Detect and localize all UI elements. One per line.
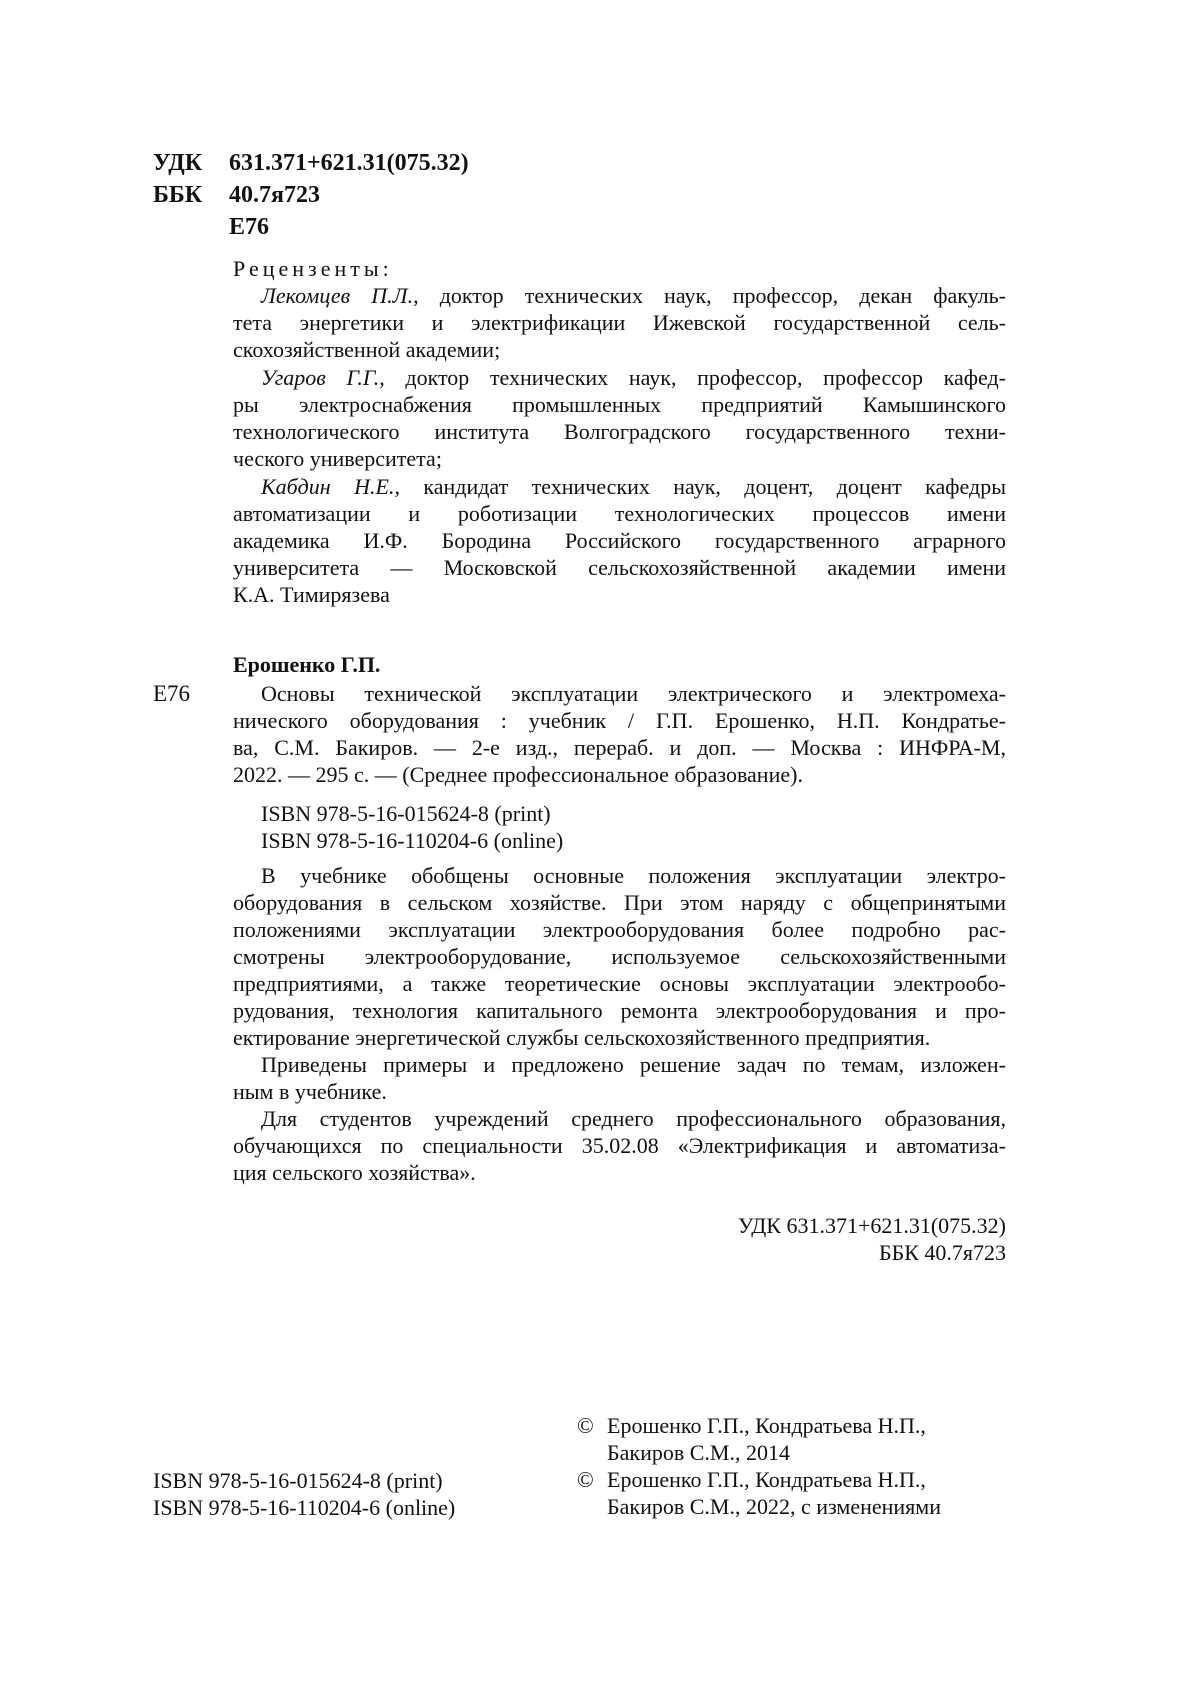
reviewer-2: Угаров Г.Г., доктор технических наук, профессор, профессор кафед- ры электроснабжения промышленных предприятий Камышинского технологического института Волгоградского государственного техни- ческого университета; [233, 365, 1007, 471]
bbk-value: 40.7я723 [229, 182, 320, 208]
catalog-isbn [261, 800, 563, 854]
copyright-1: © Ерошенко Г.П., Кондратьева Н.П., [577, 1413, 926, 1438]
footer-isbn [153, 1467, 455, 1521]
abstract: В учебнике обобщены основные положения эксплуатации электро- оборудования в сельском хозяйстве. При этом наряду с общепринятыми положениями эксплуатации электрооборудования более подробно рас- смотрены электрооборудование, используемое сельскохозяйственными предприятиями, а также теоретические основы эксплуатации электрообо- рудования, технология капитального ремонта электрооборудования и про- ектирование энергетической службы сельскохозяйственного предприятия. Приведены примеры и предложено решение задач по темам, изложен- ным в учебнике. Для студентов учреждений среднего профессионального образования, обучающихся по специальности 35.02.08 «Электрификация и автоматиза- ция сельского хозяйства». [233, 863, 1006, 1185]
catalog-codes [738, 1212, 1006, 1266]
catalog-sign: Е76 [153, 681, 191, 706]
catalog-author: Ерошенко Г.П. [233, 652, 381, 677]
copyright: © Ерошенко Г.П., Кондратьева Н.П., Бакиров С.М., 2014 © Ерошенко Г.П., Кондратьева Н.П., Бакиров С.М., 2022, с изменениями [577, 1412, 1006, 1520]
reviewer-1: Лекомцев П.Л., доктор технических наук, профессор, декан факуль- тета энергетики и электрификации Ижевской государственной сель- скохозяйственной академии; [233, 283, 1006, 362]
author-sign: Е76 [229, 214, 270, 240]
isbn-print: ISBN 978-5-16-015624-8 (print) [153, 1468, 443, 1493]
udk-label: УДК [153, 150, 203, 176]
reviewer-name: Угаров Г.Г. [261, 365, 380, 390]
isbn-print: ISBN 978-5-16-015624-8 (print) [261, 801, 551, 826]
reviewer-name: Лекомцев П.Л. [261, 283, 414, 308]
copyright-2: © Ерошенко Г.П., Кондратьева Н.П., [577, 1467, 926, 1492]
copyright-icon: © [577, 1467, 594, 1492]
isbn-online: ISBN 978-5-16-110204-6 (online) [153, 1495, 456, 1520]
bbk-line: ББК 40.7я723 [878, 1240, 1006, 1265]
bibliographic-description: Основы технической эксплуатации электрического и электромеха- нического оборудования : учебник / Г.П. Ерошенко, Н.П. Кондратье- ва, С.М. Бакиров. — 2-е изд., перераб. и доп. — Москва : ИНФРА-М, 2022. — 295 с. — (Среднее профессиональное образование). [233, 681, 1006, 787]
udk-code [153, 147, 469, 179]
reviewer-name: Кабдин Н.Е. [261, 474, 395, 499]
isbn-online: ISBN 978-5-16-110204-6 (online) [261, 828, 564, 853]
udk-line: УДК 631.371+621.31(075.32) [737, 1213, 1006, 1238]
copyright-icon: © [577, 1413, 594, 1438]
bbk-label: ББК [153, 182, 203, 208]
reviewer-3: Кабдин Н.Е., кандидат технических наук, доцент, доцент кафедры автоматизации и роботизации технологических процессов имени академика И.Ф. Бородина Российского государственного аграрного университета — Московской сельскохозяйственной академии имени К.А. Тимирязева [233, 474, 1006, 607]
classification-codes [153, 147, 469, 243]
reviewers-title: Рецензенты: [233, 256, 393, 281]
udk-value: 631.371+621.31(075.32) [229, 150, 469, 176]
bbk-code [153, 179, 469, 211]
